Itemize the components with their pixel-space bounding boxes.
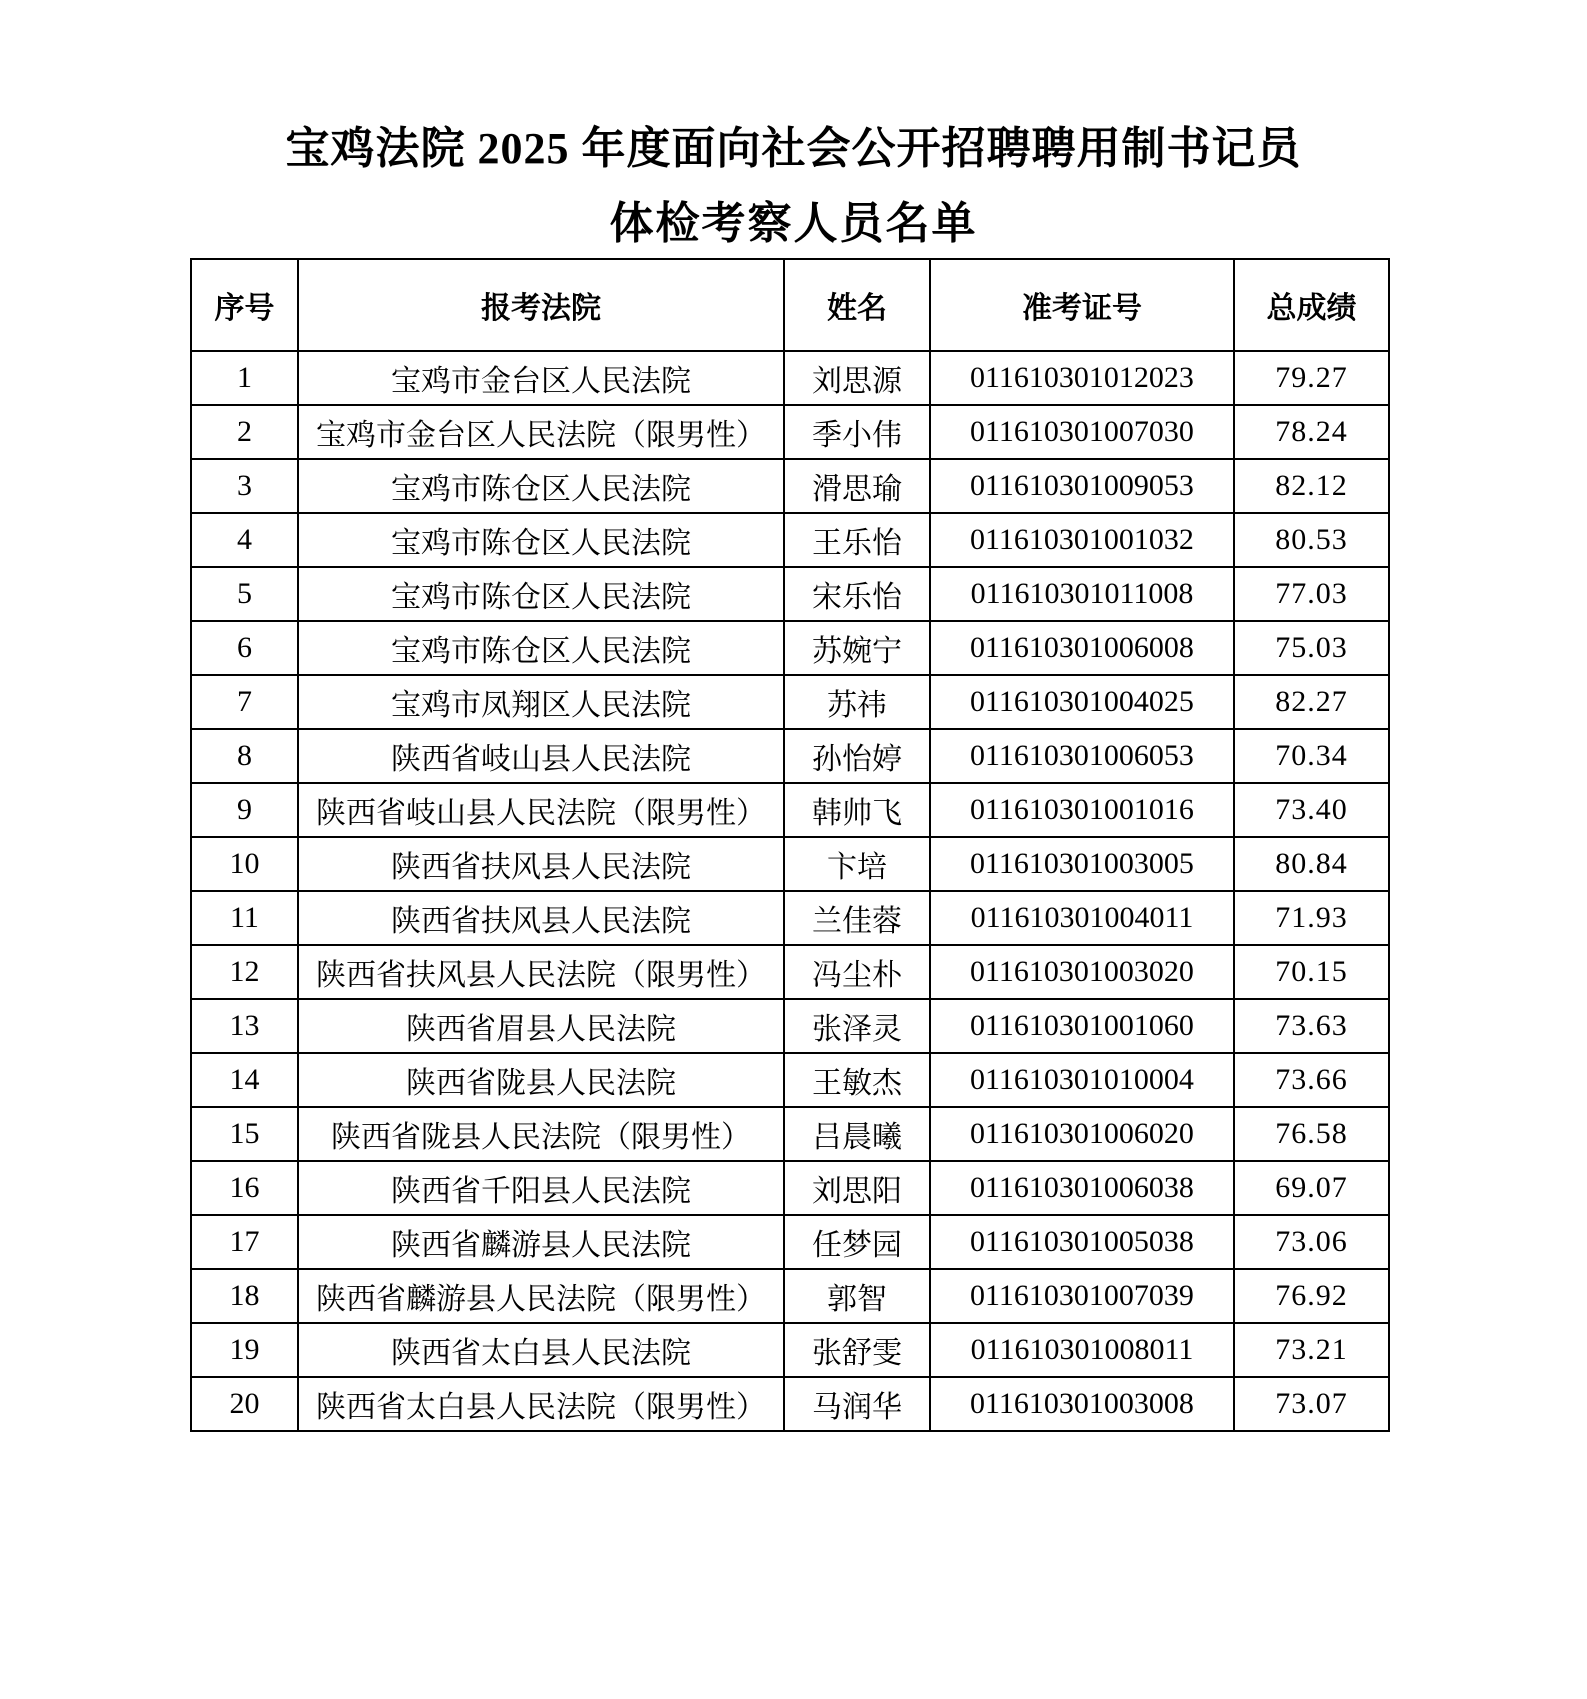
cell-ticket-number: 011610301006038: [930, 1161, 1234, 1215]
table-row: [191, 945, 1389, 999]
header-total-score: 总成绩: [1234, 259, 1389, 351]
cell-name: 季小伟: [784, 405, 930, 459]
cell-ticket-number: 011610301001032: [930, 513, 1234, 567]
cell-serial-number: 1: [191, 351, 298, 405]
cell-court-applied: 陕西省麟游县人民法院: [298, 1215, 784, 1269]
cell-name: 孙怡婷: [784, 729, 930, 783]
table-row: [191, 729, 1389, 783]
cell-serial-number: 18: [191, 1269, 298, 1323]
table-row: [191, 891, 1389, 945]
cell-ticket-number: 011610301006020: [930, 1107, 1234, 1161]
cell-court-applied: 陕西省眉县人民法院: [298, 999, 784, 1053]
cell-ticket-number: 011610301001016: [930, 783, 1234, 837]
cell-serial-number: 4: [191, 513, 298, 567]
cell-total-score: 73.06: [1234, 1215, 1389, 1269]
cell-court-applied: 陕西省太白县人民法院: [298, 1323, 784, 1377]
table-row: [191, 459, 1389, 513]
cell-court-applied: 陕西省千阳县人民法院: [298, 1161, 784, 1215]
cell-serial-number: 6: [191, 621, 298, 675]
cell-total-score: 73.40: [1234, 783, 1389, 837]
cell-name: 宋乐怡: [784, 567, 930, 621]
cell-ticket-number: 011610301004025: [930, 675, 1234, 729]
cell-ticket-number: 011610301008011: [930, 1323, 1234, 1377]
cell-name: 王乐怡: [784, 513, 930, 567]
table-row: [191, 1377, 1389, 1431]
cell-ticket-number: 011610301003020: [930, 945, 1234, 999]
table-row: [191, 675, 1389, 729]
header-ticket-number: 准考证号: [930, 259, 1234, 351]
document-title-line2: 体检考察人员名单: [609, 199, 978, 248]
cell-serial-number: 2: [191, 405, 298, 459]
cell-name: 张泽灵: [784, 999, 930, 1053]
cell-total-score: 70.34: [1234, 729, 1389, 783]
cell-court-applied: 陕西省陇县人民法院（限男性）: [298, 1107, 784, 1161]
table-row: [191, 1161, 1389, 1215]
cell-court-applied: 陕西省扶风县人民法院: [298, 891, 784, 945]
cell-ticket-number: 011610301009053: [930, 459, 1234, 513]
cell-total-score: 77.03: [1234, 567, 1389, 621]
cell-name: 苏祎: [784, 675, 930, 729]
table-body: [191, 351, 1389, 1431]
cell-serial-number: 19: [191, 1323, 298, 1377]
table-row: [191, 1107, 1389, 1161]
cell-total-score: 73.63: [1234, 999, 1389, 1053]
cell-name: 苏婉宁: [784, 621, 930, 675]
cell-court-applied: 宝鸡市陈仓区人民法院: [298, 513, 784, 567]
cell-court-applied: 陕西省岐山县人民法院（限男性）: [298, 783, 784, 837]
cell-ticket-number: 011610301012023: [930, 351, 1234, 405]
table-row: [191, 351, 1389, 405]
table-row: [191, 837, 1389, 891]
cell-name: 吕晨曦: [784, 1107, 930, 1161]
cell-name: 滑思瑜: [784, 459, 930, 513]
cell-court-applied: 陕西省岐山县人民法院: [298, 729, 784, 783]
cell-name: 刘思源: [784, 351, 930, 405]
cell-court-applied: 宝鸡市凤翔区人民法院: [298, 675, 784, 729]
cell-serial-number: 13: [191, 999, 298, 1053]
cell-serial-number: 12: [191, 945, 298, 999]
cell-total-score: 80.53: [1234, 513, 1389, 567]
cell-total-score: 79.27: [1234, 351, 1389, 405]
table-row: [191, 513, 1389, 567]
document-title-line1: 宝鸡法院 2025 年度面向社会公开招聘聘用制书记员: [285, 124, 1302, 173]
cell-serial-number: 20: [191, 1377, 298, 1431]
cell-serial-number: 3: [191, 459, 298, 513]
cell-court-applied: 宝鸡市陈仓区人民法院: [298, 567, 784, 621]
cell-total-score: 70.15: [1234, 945, 1389, 999]
cell-total-score: 82.12: [1234, 459, 1389, 513]
cell-total-score: 73.66: [1234, 1053, 1389, 1107]
cell-serial-number: 14: [191, 1053, 298, 1107]
cell-total-score: 80.84: [1234, 837, 1389, 891]
table-row: [191, 1215, 1389, 1269]
cell-court-applied: 宝鸡市金台区人民法院（限男性）: [298, 405, 784, 459]
cell-court-applied: 宝鸡市陈仓区人民法院: [298, 459, 784, 513]
cell-ticket-number: 011610301004011: [930, 891, 1234, 945]
cell-court-applied: 陕西省太白县人民法院（限男性）: [298, 1377, 784, 1431]
cell-ticket-number: 011610301010004: [930, 1053, 1234, 1107]
cell-total-score: 78.24: [1234, 405, 1389, 459]
cell-name: 冯尘朴: [784, 945, 930, 999]
cell-name: 兰佳蓉: [784, 891, 930, 945]
header-name: 姓名: [784, 259, 930, 351]
cell-name: 张舒雯: [784, 1323, 930, 1377]
header-serial-number: 序号: [191, 259, 298, 351]
cell-serial-number: 16: [191, 1161, 298, 1215]
table-row: [191, 1323, 1389, 1377]
cell-ticket-number: 011610301003008: [930, 1377, 1234, 1431]
cell-total-score: 82.27: [1234, 675, 1389, 729]
candidate-table: [190, 258, 1390, 1432]
table-row: [191, 567, 1389, 621]
cell-name: 刘思阳: [784, 1161, 930, 1215]
cell-court-applied: 宝鸡市陈仓区人民法院: [298, 621, 784, 675]
cell-serial-number: 5: [191, 567, 298, 621]
cell-name: 任梦园: [784, 1215, 930, 1269]
cell-name: 王敏杰: [784, 1053, 930, 1107]
cell-ticket-number: 011610301011008: [930, 567, 1234, 621]
cell-ticket-number: 011610301007030: [930, 405, 1234, 459]
cell-total-score: 76.92: [1234, 1269, 1389, 1323]
cell-total-score: 76.58: [1234, 1107, 1389, 1161]
cell-serial-number: 7: [191, 675, 298, 729]
cell-court-applied: 陕西省扶风县人民法院: [298, 837, 784, 891]
cell-serial-number: 10: [191, 837, 298, 891]
cell-ticket-number: 011610301005038: [930, 1215, 1234, 1269]
cell-serial-number: 9: [191, 783, 298, 837]
cell-court-applied: 宝鸡市金台区人民法院: [298, 351, 784, 405]
table-row: [191, 1053, 1389, 1107]
table-header-row: [191, 259, 1389, 351]
cell-name: 马润华: [784, 1377, 930, 1431]
table-row: [191, 405, 1389, 459]
cell-serial-number: 15: [191, 1107, 298, 1161]
cell-total-score: 73.21: [1234, 1323, 1389, 1377]
table-row: [191, 1269, 1389, 1323]
cell-ticket-number: 011610301001060: [930, 999, 1234, 1053]
cell-name: 卞培: [784, 837, 930, 891]
cell-total-score: 69.07: [1234, 1161, 1389, 1215]
cell-serial-number: 8: [191, 729, 298, 783]
cell-total-score: 75.03: [1234, 621, 1389, 675]
cell-serial-number: 11: [191, 891, 298, 945]
cell-court-applied: 陕西省扶风县人民法院（限男性）: [298, 945, 784, 999]
cell-serial-number: 17: [191, 1215, 298, 1269]
cell-ticket-number: 011610301006053: [930, 729, 1234, 783]
cell-ticket-number: 011610301007039: [930, 1269, 1234, 1323]
table-row: [191, 999, 1389, 1053]
table-row: [191, 621, 1389, 675]
header-court-applied: 报考法院: [298, 259, 784, 351]
cell-total-score: 71.93: [1234, 891, 1389, 945]
cell-name: 韩帅飞: [784, 783, 930, 837]
table-row: [191, 783, 1389, 837]
cell-court-applied: 陕西省麟游县人民法院（限男性）: [298, 1269, 784, 1323]
cell-ticket-number: 011610301003005: [930, 837, 1234, 891]
cell-court-applied: 陕西省陇县人民法院: [298, 1053, 784, 1107]
cell-name: 郭智: [784, 1269, 930, 1323]
cell-total-score: 73.07: [1234, 1377, 1389, 1431]
cell-ticket-number: 011610301006008: [930, 621, 1234, 675]
